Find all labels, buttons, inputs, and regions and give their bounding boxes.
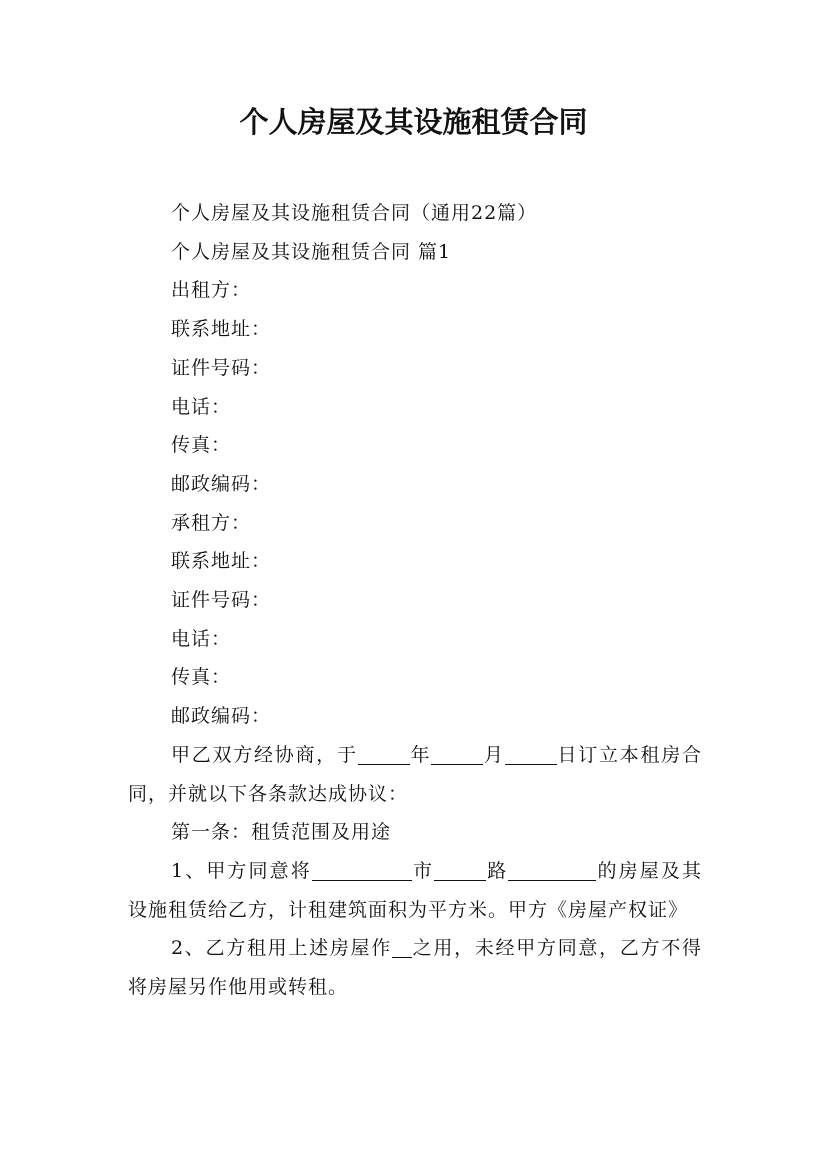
lessor-label: 出租方： [171, 279, 252, 302]
lessee-phone: 电话： [171, 627, 232, 650]
agreement-text-start: 甲乙双方经协商，于 [171, 743, 358, 766]
lessee-postal-code: 邮政编码： [171, 705, 272, 728]
city-label: 市 [411, 859, 435, 882]
agreement-paragraph [128, 736, 702, 813]
clause2-text-end: 之用，未经甲方同意，乙方不得将房屋另作他用或转租。 [128, 937, 702, 999]
month-blank [431, 740, 483, 765]
year-blank [358, 740, 410, 765]
lessee-fax: 传真： [171, 666, 232, 689]
lessor-fax: 传真： [171, 434, 232, 457]
section-heading: 个人房屋及其设施租赁合同 篇1 [171, 240, 452, 263]
clause2-paragraph [128, 929, 702, 1006]
day-blank [505, 740, 557, 765]
clause2-text-start: 2、乙方租用上述房屋作 [171, 937, 392, 960]
clause1-paragraph [128, 852, 702, 929]
lessor-postal-code: 邮政编码： [171, 472, 272, 495]
document-body [128, 194, 702, 1007]
lessor-address: 联系地址： [171, 318, 272, 341]
agreement-text-end: 日订立本租房合同，并就以下各条款达成协议： [128, 743, 702, 805]
document-title: 个人房屋及其设施租赁合同 [239, 105, 588, 139]
clause1-text-end: 的房屋及其设施租赁给乙方，计租建筑面积为平方米。甲方《房屋产权证》 [128, 859, 702, 921]
year-label: 年 [409, 743, 432, 766]
lessor-id-number: 证件号码： [171, 356, 272, 379]
document-subtitle: 个人房屋及其设施租赁合同（通用22篇） [171, 202, 538, 224]
lessee-id-number: 证件号码： [171, 589, 272, 612]
lessee-label: 承租方： [171, 511, 252, 534]
road-blank [434, 856, 486, 881]
city-blank [312, 856, 412, 881]
lessee-address: 联系地址： [171, 550, 272, 573]
article1-heading: 第一条：租赁范围及用途 [171, 821, 392, 844]
clause1-text-start: 1、甲方同意将 [171, 859, 312, 882]
road-label: 路 [486, 859, 509, 882]
lessor-phone: 电话： [171, 395, 232, 418]
month-label: 月 [483, 743, 505, 766]
usage-blank [392, 933, 412, 958]
house-number-blank [508, 856, 596, 881]
